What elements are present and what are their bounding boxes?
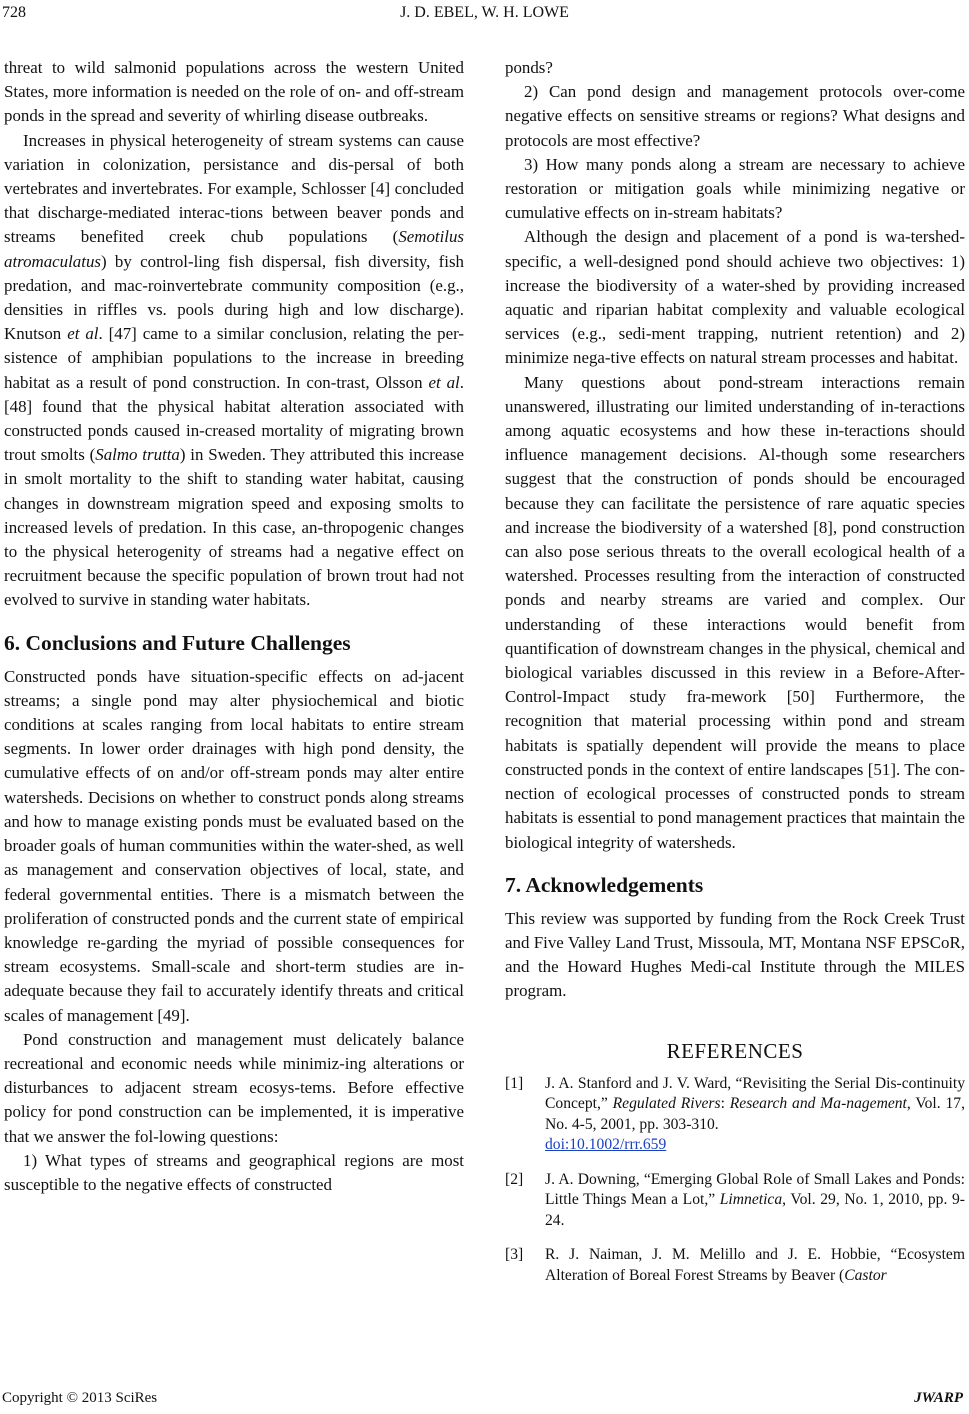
right-column bbox=[505, 56, 965, 1300]
et-al: et al bbox=[67, 324, 99, 344]
journal-name: Castor bbox=[844, 1266, 887, 1284]
paragraph: Constructed ponds have situation-specific effects on ad-jacent streams; a single pond may alter physiochemical and biotic conditions at scales ranging from local habitats to entire stream segments. In lower order drainages with high pond density, the cumulative effects of on and/or off-stream ponds may alter entire watersheds. Decisions on whether to construct ponds along streams and how to manage existing ponds must be evaluated based on the broader goals of human communities within the water-shed, as well as management and conservation objectives of local, state, and federal governmental entities. There is a mismatch between the proliferation of constructed ponds and the current state of empirical knowledge re-garding the myriad of possible consequences for stream ecosystems. Small-scale and short-term studies are in-adequate because they fail to accurately identify threats and critical scales of management [49]. bbox=[4, 666, 464, 1025]
text-run: R. J. Naiman, J. M. Melillo and J. E. Hobbie, “Ecosystem Alteration of Boreal Forest Streams by Beaver ( bbox=[545, 1246, 965, 1284]
paragraph: 3) How many ponds along a stream are necessary to achieve restoration or mitigation goals while minimizing negative or cumulative effects on in-stream habitats? bbox=[505, 154, 965, 223]
journal-abbreviation: JWARP bbox=[914, 1390, 963, 1406]
reference-item bbox=[505, 1245, 965, 1286]
text-run: ) by control-ling fish dispersal, fish diversity, fish predation, and mac-roinvertebrate community composition (e.g., densities in riffles vs. pools during high and low discharge). Knutson bbox=[4, 251, 464, 344]
reference-number: [2] bbox=[505, 1170, 524, 1188]
journal-name: Regulated Rivers bbox=[612, 1095, 721, 1113]
doi-link[interactable]: doi:10.1002/rrr.659 bbox=[545, 1136, 667, 1154]
reference-item bbox=[505, 1170, 965, 1232]
left-column bbox=[4, 56, 464, 1197]
reference-text bbox=[545, 1074, 965, 1156]
paragraph: Although the design and placement of a pond is wa-tershed-specific, a well-designed pond should achieve two objectives: 1) increase the biodiversity of a water-shed by providing increased aquatic and riparian habitat complexity and valuable ecological services (e.g., sedi-ment trapping, nutrient retention) and 2) minimize nega-tive effects on natural stream processes and habitat. bbox=[505, 227, 965, 368]
running-head: J. D. EBEL, W. H. LOWE bbox=[400, 4, 569, 21]
reference-number: [1] bbox=[505, 1074, 524, 1092]
reference-number: [3] bbox=[505, 1246, 524, 1264]
journal-name: Limnetica bbox=[719, 1191, 783, 1209]
text-run: , Vol. 17, No. 4-5, 2001, pp. 303-310. bbox=[545, 1095, 966, 1133]
paragraph: Many questions about pond-stream interactions remain unanswered, illustrating our limited understanding of in-teractions among aquatic ecosystems and how these in-teractions should influence management decisions. Al-though some researchers suggest that the construction of ponds should be encouraged because they can facilitate the persistence of rare aquatic species and increase the biodiversity of a watershed [8], pond construction can also pose serious threats to the overall ecological health of a watershed. Processes resulting from the interaction of constructed ponds and nearby streams are varied and complex. Our understanding of these interactions would benefit from quantification of downstream changes in the physical, chemical and biological variables discussed in this review in a Before-After-Control-Impact study fra-mework [50] Furthermore, the recognition that material processing within pond and stream habitats is spatially dependent will provide the means to place constructed ponds in the context of entire landscapes [51]. The con-nection of ecological processes of constructed ponds to stream habitats is essential to pond management practices that maintain the biological integrity of watersheds. bbox=[505, 372, 965, 852]
et-al: et al bbox=[428, 372, 460, 392]
text-run: Increases in physical heterogeneity of stream systems can cause variation in colonization, persistance and dis-persal of both vertebrates and invertebrates. For example, Schlosser [4] concluded that discharge-mediated interac-tions between beaver ponds and streams benefited creek chub populations ( bbox=[4, 130, 464, 247]
paragraph: threat to wild salmonid populations across the western United States, more information is needed on the role of on- and off-stream ponds in the spread and severity of whirling disease outbreaks. bbox=[4, 58, 464, 126]
paragraph: This review was supported by funding from the Rock Creek Trust and Five Valley Land Trust, Missoula, MT, Montana NSF EPSCoR, and the Howard Hughes Medi-cal Institute through the MILES program. bbox=[505, 908, 965, 1001]
text-run: , Vol. 29, No. 1, 2010, pp. 9-24. bbox=[545, 1191, 965, 1229]
paragraph: 2) Can pond design and management protocols over-come negative effects on sensitive streams or regions? What designs and protocols are most effective? bbox=[505, 82, 965, 150]
page-footer bbox=[0, 1384, 969, 1414]
reference-text bbox=[545, 1245, 965, 1286]
paragraph: ponds? bbox=[505, 58, 553, 77]
paragraph: 1) What types of streams and geographical regions are most susceptible to the negative effects of constructed bbox=[4, 1150, 464, 1194]
text-run: . [48] found that the physical habitat alteration associated with constructed ponds caused in-creased mortality of migrating brown trout smolts ( bbox=[4, 372, 464, 465]
section-heading: 6. Conclusions and Future Challenges bbox=[4, 630, 351, 655]
text-run: . [47] came to a similar conclusion, relating the per-sistence of amphibian populations to the increase in breeding habitat as a result of pond construction. In con-trast, Olsson bbox=[4, 324, 464, 392]
species-name: Semotilus atromaculatus bbox=[4, 227, 464, 271]
page-header bbox=[0, 0, 969, 30]
paragraph: Pond construction and management must delicately balance recreational and economic needs while minimiz-ing alterations or disturbances to adjacent stream ecosys-tems. Before effective policy for pond construction can be implemented, it is imperative that we answer the fol-lowing questions: bbox=[4, 1029, 464, 1146]
page-number: 728 bbox=[2, 4, 26, 21]
section-heading: 7. Acknowledgements bbox=[505, 872, 704, 897]
reference-text bbox=[545, 1170, 965, 1232]
text-run: J. A. Downing, “Emerging Global Role of Small Lakes and Ponds: Little Things Mean a Lot,” bbox=[545, 1170, 965, 1209]
text-run: J. A. Stanford and J. V. Ward, “Revisiting the Serial Dis-continuity Concept,” bbox=[545, 1074, 965, 1113]
journal-name: Research and Ma-nagement bbox=[729, 1095, 907, 1113]
paragraph bbox=[4, 129, 464, 613]
text-run: : bbox=[720, 1095, 730, 1113]
references-heading: REFERENCES bbox=[666, 1038, 804, 1063]
copyright-notice: Copyright © 2013 SciRes bbox=[2, 1390, 158, 1406]
reference-item bbox=[505, 1074, 965, 1156]
species-name: Salmo trutta bbox=[95, 445, 180, 465]
text-run: ) in Sweden. They attributed this increase in smolt mortality to the shift to standing water habitat, causing changes in downstream migration speed and exposing smolts to increased levels of predation. In this case, an-thropogenic changes to the physical heterogenity of streams had a negative effect on recruitment because the specific population of brown trout had not evolved to survive in standing water habitats. bbox=[4, 445, 464, 610]
